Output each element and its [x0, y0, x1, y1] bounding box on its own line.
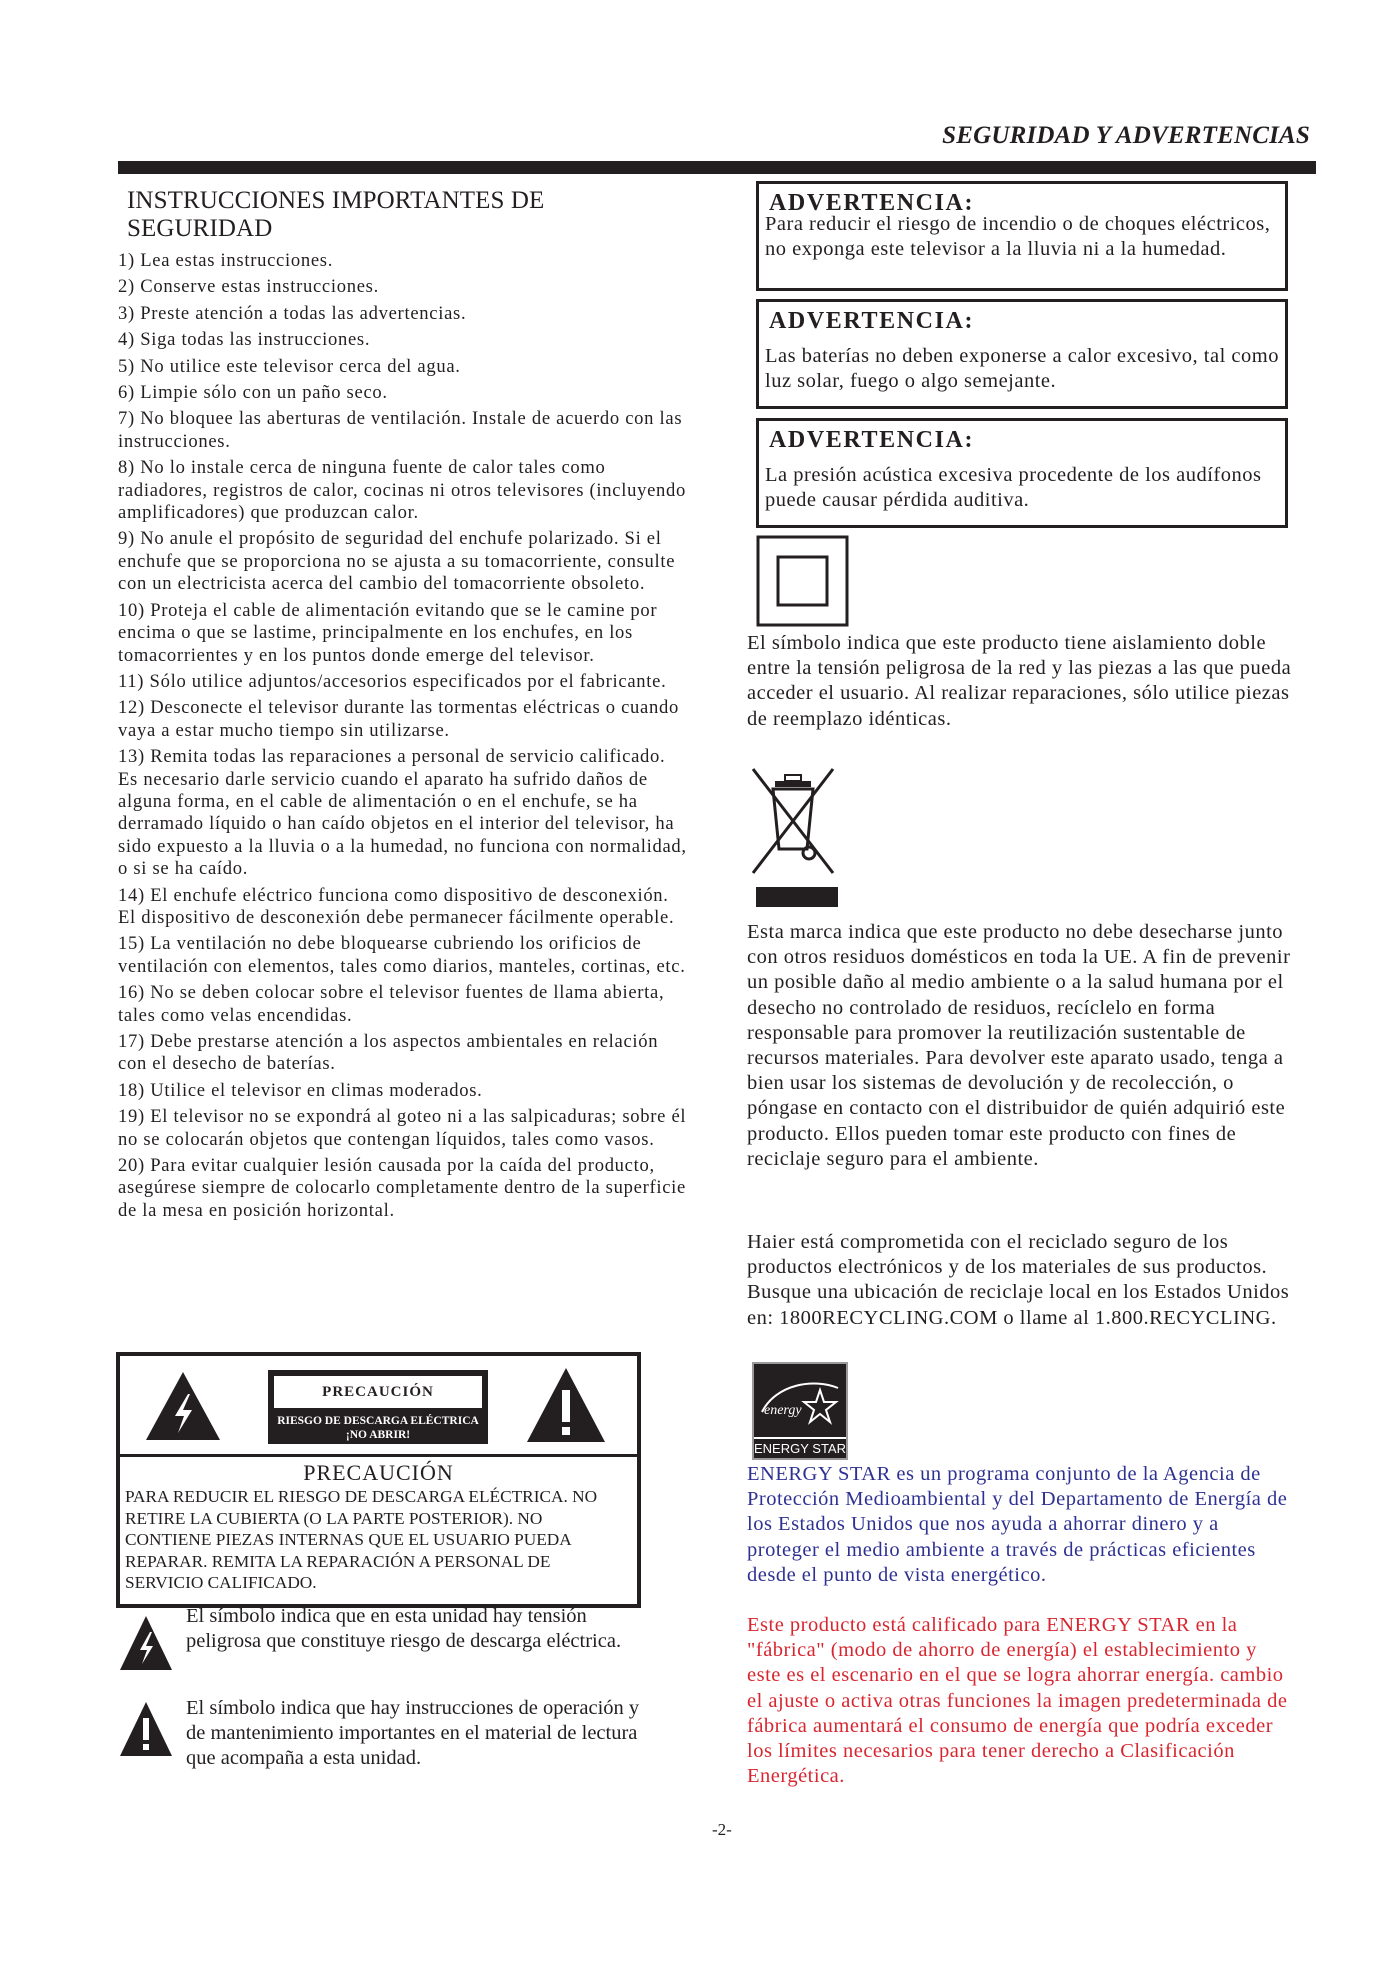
haier-recycling-text: Haier está comprometida con el reciclado seguro de los productos electrónicos y de los materiales de sus productos. Busque una ubicación de reciclaje local en los Estados Unidos en: 1800RECYCLING.COM o llame al 1.800.RECYCLING. [747, 1231, 1290, 1329]
exclamation-symbol-text: El símbolo indica que hay instrucciones de operación y de mantenimiento importantes en el material de lectura que acompaña a esta unidad. [186, 1697, 640, 1769]
instruction-item: 6) Limpie sólo con un paño seco. [118, 382, 388, 404]
weee-text: Esta marca indica que este producto no debe desecharse junto con otros residuos domésticos en toda la UE. A fin de prevenir un posible daño al medio ambiente o a la salud humana por el desecho no controlado de residuos, recíclelo en forma responsable para promover la reutilización sustentable de recursos materiales. Para devolver este aparato usado, tenga a bien usar los sistemas de devolución y de recolección, o póngase en contacto con el distribuidor de quién adquirió este producto. Ellos pueden tomar este producto con fines de reciclaje seguro para el ambiente. [747, 921, 1291, 1170]
exclamation-warning-icon [525, 1366, 607, 1444]
crossed-bin-icon [747, 763, 839, 908]
instruction-item: 5) No utilice este televisor cerca del agua. [118, 355, 461, 377]
caution-box [116, 1352, 641, 1608]
header-rule [118, 161, 1316, 174]
warning-box-2 [756, 299, 1288, 409]
instruction-item: 19) El televisor no se expondrá al goteo ni a las salpicaduras; sobre él no se colocarán objetos que contengan líquidos, tales como vasos. [118, 1106, 687, 1150]
warning-text: Las baterías no deben exponerse a calor excesivo, tal como luz solar, fuego o algo semejante. [765, 345, 1279, 392]
warning-title: ADVERTENCIA: [769, 427, 975, 453]
instruction-item: 16) No se deben colocar sobre el televisor fuentes de llama abierta, tales como velas encendidas. [118, 982, 665, 1026]
warning-title: ADVERTENCIA: [769, 308, 975, 334]
caution-label-line2: ¡NO ABRIR! [345, 1429, 411, 1441]
lightning-warning-icon [144, 1370, 222, 1442]
exclamation-symbol-icon [118, 1700, 174, 1758]
instruction-item: 8) No lo instale cerca de ninguna fuente de calor tales como radiadores, registros de calor, cocinas ni otros televisores (incluyendo amplificadores) que produzcan calor. [118, 457, 687, 524]
energy-star-logo [752, 1362, 848, 1460]
instruction-item: 7) No bloquee las aberturas de ventilación. Instale de acuerdo con las instrucciones. [118, 408, 683, 452]
instruction-item: 10) Proteja el cable de alimentación evitando que se le camine por encima o que se lastime, principalmente en los enchufes, en los tomacorrientes y en los puntos donde emerge del televisor. [118, 599, 658, 666]
warning-box-1 [756, 181, 1288, 291]
warning-title: ADVERTENCIA: [769, 190, 975, 216]
caution-label-text [268, 1414, 488, 1442]
energy-star-logo-text: ENERGY STAR [754, 1437, 846, 1456]
lightning-symbol-icon [118, 1614, 174, 1672]
lightning-symbol-text: El símbolo indica que en esta unidad hay tensión peligrosa que constituye riesgo de descarga eléctrica. [186, 1605, 622, 1652]
safety-instructions-title: INSTRUCCIONES IMPORTANTES DE SEGURIDAD [127, 187, 545, 242]
double-insulation-icon [756, 535, 849, 627]
energy-star-qualified-text: Este producto está calificado para ENERGY STAR en la "fábrica" (modo de ahorro de energía) el establecimiento y este es el escenario en el que se logra ahorrar energía. cambio el ajuste o activa otras funciones la imagen predeterminada de fábrica aumentará el consumo de energía que podría exceder los límites necesarios para tener derecho a Clasificación Energética. [747, 1614, 1288, 1788]
exclamation-symbol-row [118, 1696, 658, 1776]
instruction-item: 20) Para evitar cualquier lesión causada por la caída del producto, asegúrese siempre de colocarlo completamente dentro de la superficie de la mesa en posición horizontal. [118, 1155, 686, 1221]
warning-box-3 [756, 418, 1288, 528]
double-insulation-text: El símbolo indica que este producto tiene aislamiento doble entre la tensión peligrosa de la red y las piezas a las que pueda acceder el usuario. Al realizar reparaciones, sólo utilice piezas de reemplazo idénticas. [747, 632, 1292, 730]
instruction-item: 18) Utilice el televisor en climas moderados. [118, 1079, 483, 1101]
caution-label [268, 1370, 488, 1444]
safety-instructions [118, 187, 688, 1226]
page-number: -2- [712, 1820, 732, 1839]
instruction-item: 17) Debe prestarse atención a los aspectos ambientales en relación con el desecho de baterías. [118, 1031, 659, 1075]
caution-label-line1: RIESGO DE DESCARGA ELÉCTRICA [277, 1415, 479, 1427]
instruction-item: 4) Siga todas las instrucciones. [118, 329, 371, 351]
caution-title: PRECAUCIÓN [303, 1460, 454, 1485]
energy-star-program-text: ENERGY STAR es un programa conjunto de la Agencia de Protección Medioambiental y del Departamento de Energía de los Estados Unidos que nos ayuda a ahorrar dinero y a proteger el medio ambiente a través de prácticas eficientes desde el punto de vista energético. [747, 1463, 1288, 1586]
page-header-title: SEGURIDAD Y ADVERTENCIAS [942, 122, 1310, 149]
instruction-item: 15) La ventilación no debe bloquearse cubriendo los orificios de ventilación con elementos, tales como diarios, manteles, cortinas, etc. [118, 933, 686, 977]
lightning-symbol-row [118, 1604, 658, 1684]
caution-label-title: PRECAUCIÓN [274, 1376, 482, 1408]
energy-star-icon [758, 1374, 844, 1434]
instruction-item: 11) Sólo utilice adjuntos/accesorios especificados por el fabricante. [118, 670, 667, 692]
instruction-item: 2) Conserve estas instrucciones. [118, 276, 379, 298]
instruction-item: 13) Remita todas las reparaciones a personal de servicio calificado. Es necesario darle servicio cuando el aparato ha sufrido daños de alguna forma, en el cable de alimentación o en el enchufe, se ha derramado líquido o han caído objetos en el interior del televisor, ha sido expuesto a la lluvia o a la humedad, no funciona con normalidad, o si se ha caído. [118, 746, 687, 880]
warning-text: La presión acústica excesiva procedente de los audífonos puede causar pérdida auditiva. [765, 464, 1262, 511]
instruction-item: 3) Preste atención a todas las advertencias. [118, 302, 467, 324]
caution-text: PARA REDUCIR EL RIESGO DE DESCARGA ELÉCTRICA. NO RETIRE LA CUBIERTA (O LA PARTE POSTERIOR). NO CONTIENE PIEZAS INTERNAS QUE EL USUARIO PUEDA REPARAR. REMITA LA REPARACIÓN A PERSONAL DE SERVICIO CALIFICADO. [125, 1487, 598, 1593]
svg-text:energy: energy [764, 1403, 802, 1418]
instruction-item: 12) Desconecte el televisor durante las tormentas eléctricas o cuando vaya a estar mucho tiempo sin utilizarse. [118, 697, 679, 741]
caution-divider [120, 1454, 637, 1457]
instruction-item: 14) El enchufe eléctrico funciona como dispositivo de desconexión. El dispositivo de desconexión debe permanecer fácilmente operable. [118, 884, 675, 928]
warning-text: Para reducir el riesgo de incendio o de choques eléctricos, no exponga este televisor a la lluvia ni a la humedad. [765, 213, 1271, 260]
instruction-item: 1) Lea estas instrucciones. [118, 250, 334, 271]
instruction-item: 9) No anule el propósito de seguridad del enchufe polarizado. Si el enchufe que se proporciona no se ajusta a su tomacorriente, consulte con un electricista acerca del cambio del tomacorriente obsoleto. [118, 528, 676, 595]
